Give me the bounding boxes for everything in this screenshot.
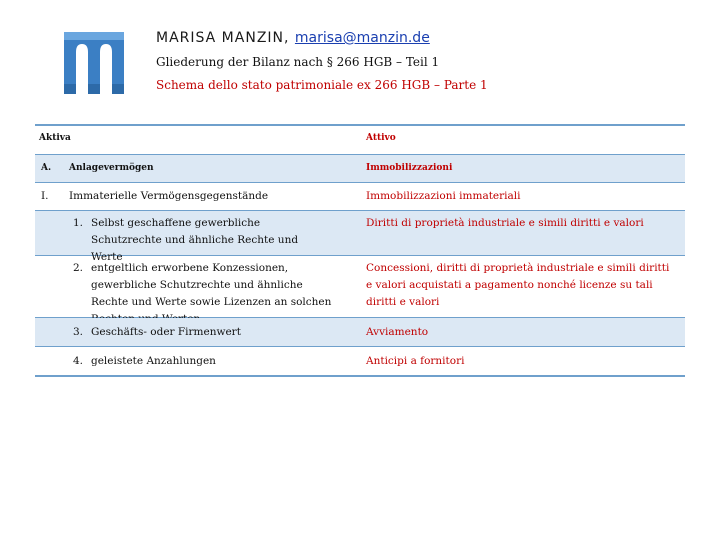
author-line: [156, 30, 488, 46]
row-number: 1.: [73, 217, 84, 229]
row-number: 4.: [73, 355, 84, 367]
row-label-de: Geschäfts- oder Firmenwert: [91, 326, 241, 338]
document-header: [156, 30, 488, 92]
row-label-de: entgeltlich erworbene Konzessionen, gewerbliche Schutzrechte und ähnliche Rechte und Werte sowie Lizenzen an solchen: [91, 262, 332, 308]
table-row: [35, 318, 685, 347]
row-label-it: Concessioni, diritti di proprietà industriale e simili diritti e valori acquistati a pagamento nonché licenze su tali diritti e valori: [366, 262, 670, 308]
table-row: [35, 256, 685, 318]
triple-arch-logo: [62, 32, 126, 94]
author-name: MARISA MANZIN,: [156, 30, 290, 46]
row-number: I.: [41, 190, 49, 202]
row-label-it: Immobilizzazioni: [366, 163, 453, 173]
row-label-it: Anticipi a fornitori: [366, 355, 465, 367]
email-link[interactable]: marisa@manzin.de: [294, 30, 430, 46]
row-label-it: Avviamento: [366, 326, 429, 338]
row-number: 3.: [73, 326, 84, 338]
row-label-de: Immaterielle Vermögensgegenstände: [69, 190, 269, 202]
row-label-de: geleistete Anzahlungen: [91, 355, 216, 367]
row-label-it: Immobilizzazioni immateriali: [366, 190, 521, 202]
header-attivo: Attivo: [366, 133, 396, 143]
row-number: 2.: [73, 262, 84, 274]
subtitle-german: Gliederung der Bilanz nach § 266 HGB – Teil 1: [156, 55, 440, 69]
row-label-de: Anlagevermögen: [69, 163, 154, 173]
row-label-it: Diritti di proprietà industriale e simili diritti e valori: [366, 217, 644, 229]
row-number: A.: [41, 163, 52, 173]
balance-sheet-table: [35, 124, 685, 377]
table-row: [35, 183, 685, 211]
table-row: [35, 211, 685, 263]
table-row: [35, 155, 685, 183]
row-label-de: Selbst geschaffene gewerbliche Schutzrechte und ähnliche Rechte und Werte: [91, 217, 299, 263]
table-row: [35, 347, 685, 375]
subtitle-italian: Schema dello stato patrimoniale ex 266 HGB – Parte 1: [156, 78, 488, 92]
header-aktiva: Aktiva: [39, 133, 71, 143]
table-header-row: [35, 126, 685, 155]
